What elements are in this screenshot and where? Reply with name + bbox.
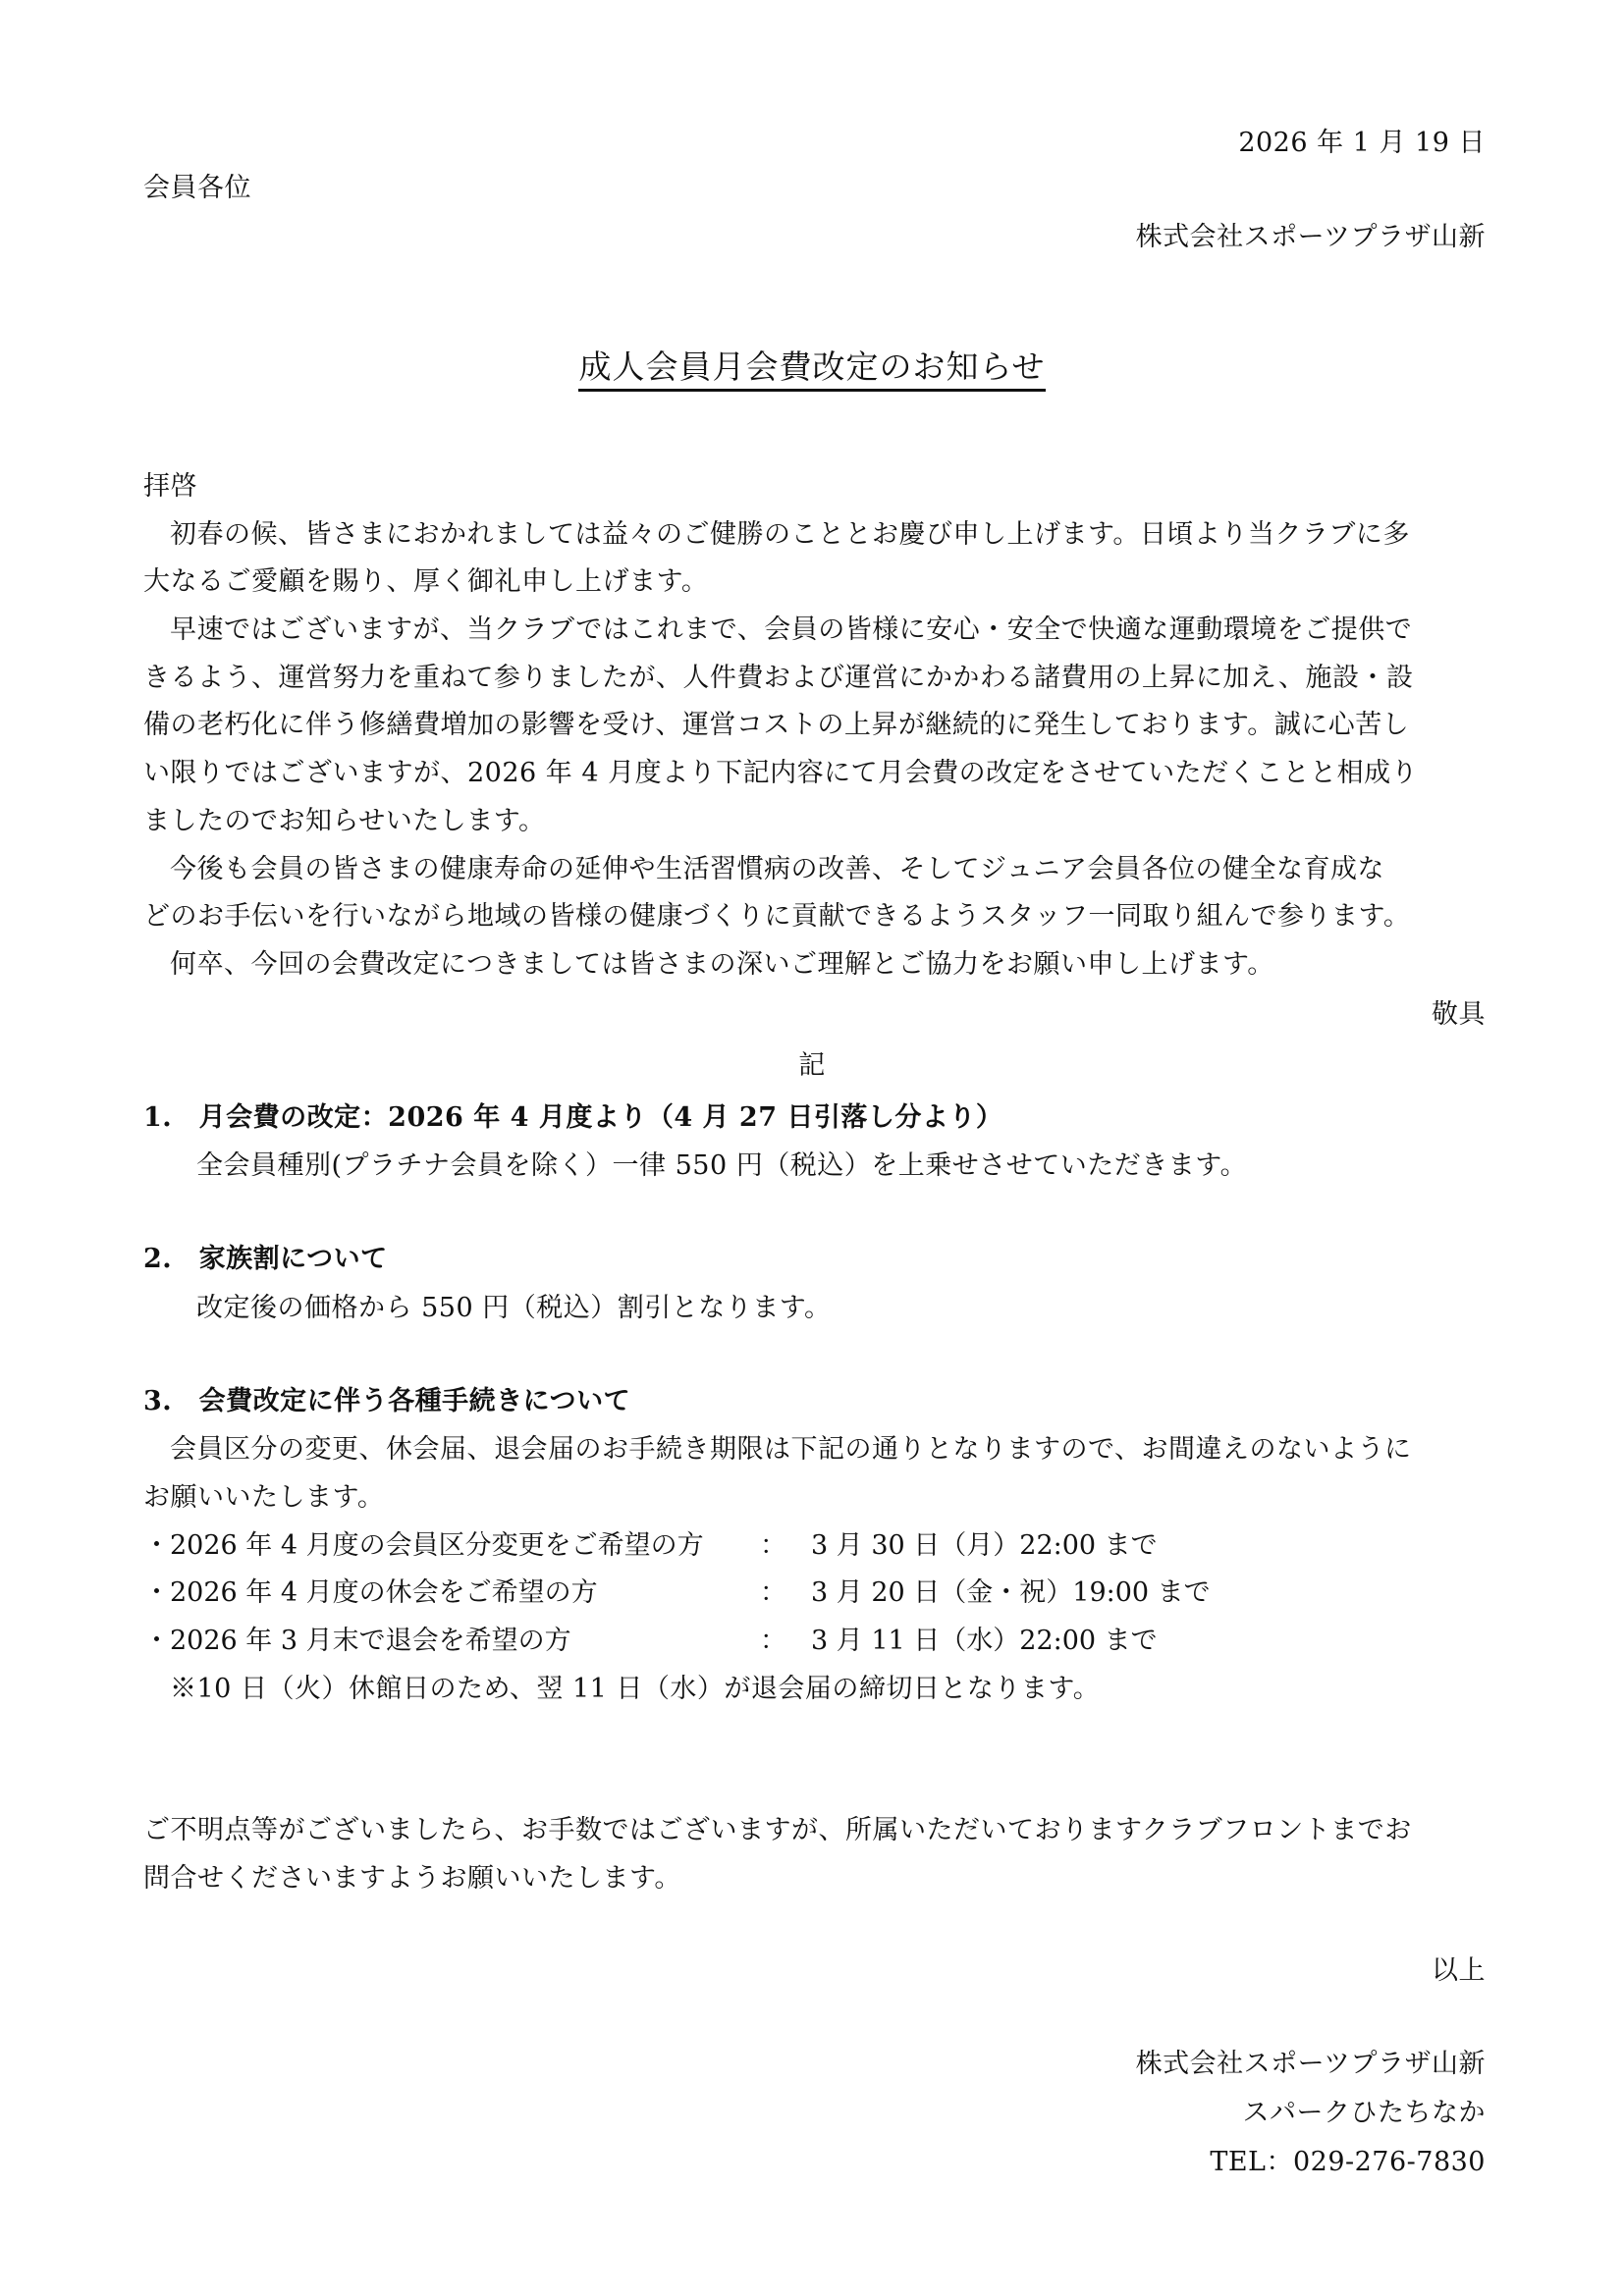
recipient: 会員各位 <box>143 173 251 203</box>
body-line: 備の老朽化に伴う修繕費増加の影響を受け、運営コストの上昇が継続的に発生しております。誠に心苦し <box>143 710 1410 740</box>
section-text-procedures: お願いいたします。 <box>143 1482 385 1513</box>
body-line: きるよう、運営努力を重ねて参りましたが、人件費および運営にかかわる諸費用の上昇に加え、施設・設 <box>143 663 1414 693</box>
closing-ijou: 以上 <box>1432 1955 1486 1986</box>
body-line: 何卒、今回の会費改定につきましては皆さまの深いご理解とご協力をお願い申し上げます。 <box>170 949 1274 980</box>
deadline-value: 3 月 11 日（水）22:00 まで <box>811 1626 1158 1656</box>
section-heading-procedures: 3. 会費改定に伴う各種手続きについて <box>143 1386 631 1416</box>
section-text-family-discount: 改定後の価格から 550 円（税込）割引となります。 <box>196 1293 832 1323</box>
deadline-note: ※10 日（火）休館日のため、翌 11 日（水）が退会届の締切日となります。 <box>170 1674 1101 1704</box>
footer-company: 株式会社スポーツプラザ山新 <box>1135 2049 1486 2079</box>
deadline-label: ・2026 年 3 月末で退会を希望の方 <box>143 1626 571 1656</box>
body-line: 早速ではございますが、当クラブではこれまで、会員の皆様に安心・安全で快適な運動環境をご提供で <box>170 614 1413 645</box>
deadline-value: 3 月 30 日（月）22:00 まで <box>811 1530 1158 1561</box>
footer-tel: TEL：029-276-7830 <box>1210 2147 1486 2177</box>
deadline-colon: ： <box>760 1577 786 1608</box>
ki-marker: 記 <box>798 1050 826 1081</box>
sender-company: 株式会社スポーツプラザ山新 <box>1135 222 1486 252</box>
footer-branch: スパークひたちなか <box>1242 2098 1486 2128</box>
body-line: 大なるご愛顧を賜り、厚く御礼申し上げます。 <box>143 566 709 597</box>
section-heading-fee-revision: 1. 月会費の改定：2026 年 4 月度より（4 月 27 日引落し分より） <box>143 1102 1003 1133</box>
body-line: ましたのでお知らせいたします。 <box>143 806 546 836</box>
body-line: い限りではございますが、2026 年 4 月度より下記内容にて月会費の改定をさせていただくことと相成り <box>143 758 1419 788</box>
body-line: 初春の候、皆さまにおかれましては益々のご健勝のこととお慶び申し上げます。日頃より当クラブに多 <box>170 519 1410 550</box>
closing-keigu: 敬具 <box>1432 999 1486 1030</box>
document-date: 2026 年 1 月 19 日 <box>1238 128 1486 158</box>
document-title <box>0 346 1624 389</box>
deadline-colon: ： <box>760 1626 786 1656</box>
deadline-colon: ： <box>760 1530 786 1561</box>
deadline-row <box>143 1528 1158 1564</box>
document-title-text: 成人会員月会費改定のお知らせ <box>578 347 1045 392</box>
contact-line: ご不明点等がございましたら、お手数ではございますが、所属いただいておりますクラブフロントまでお <box>143 1815 1412 1845</box>
deadline-value: 3 月 20 日（金・祝）19:00 まで <box>811 1577 1211 1608</box>
deadline-label: ・2026 年 4 月度の会員区分変更をご希望の方 <box>143 1530 704 1561</box>
deadline-row <box>143 1575 1211 1611</box>
section-text-procedures: 会員区分の変更、休会届、退会届のお手続き期限は下記の通りとなりますので、お間違えのないように <box>170 1434 1412 1465</box>
deadline-row <box>143 1624 1158 1659</box>
section-heading-family-discount: 2. 家族割について <box>143 1244 388 1274</box>
contact-line: 問合せくださいますようお願いいたします。 <box>143 1863 681 1894</box>
section-text-fee-revision: 全会員種別(プラチナ会員を除く）一律 550 円（税込）を上乗せさせていただきます。 <box>196 1150 1248 1181</box>
body-line: 今後も会員の皆さまの健康寿命の延伸や生活習慣病の改善、そしてジュニア会員各位の健全な育成な <box>170 854 1384 884</box>
body-line: どのお手伝いを行いながら地域の皆様の健康づくりに貢献できるようスタッフ一同取り組んで参ります。 <box>143 901 1411 932</box>
deadline-label: ・2026 年 4 月度の休会をご希望の方 <box>143 1577 598 1608</box>
opening-salutation: 拝啓 <box>143 471 197 502</box>
